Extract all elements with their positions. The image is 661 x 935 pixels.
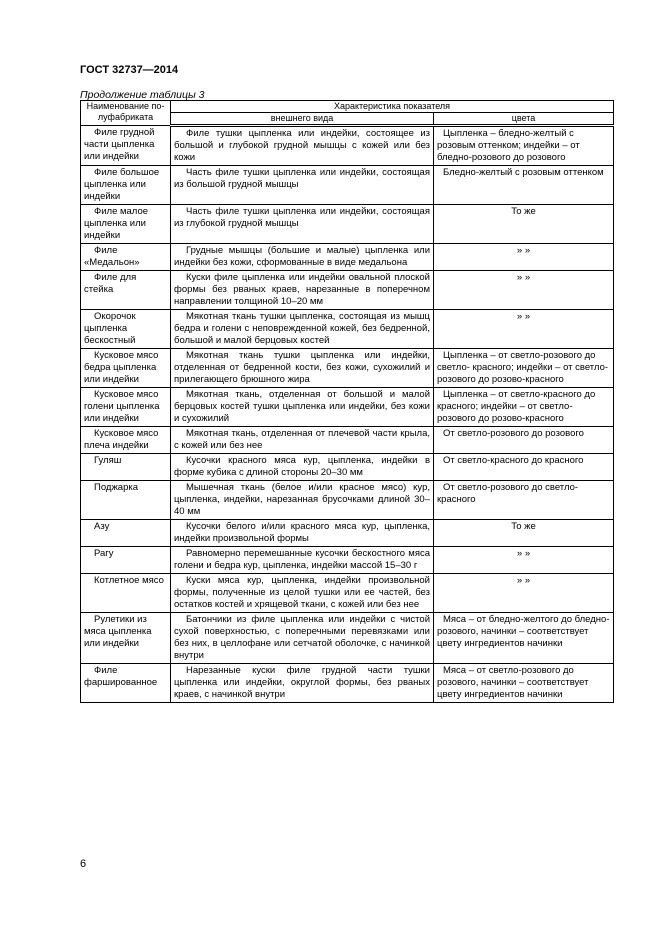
column-header-name: Наименование по- луфабриката xyxy=(81,101,171,126)
color-cell: » » xyxy=(434,271,614,310)
color-cell: Бледно-желтый с розовым оттенком xyxy=(434,166,614,205)
table-row xyxy=(81,310,614,349)
appearance-cell: Куски филе цыпленка или индейки овальной плоской формы без рваных краев, нарезанные в поперечном направлении толщиной 10–20 мм xyxy=(171,271,434,310)
product-name-cell: Окорочок цыпленка бескостный xyxy=(81,310,171,349)
table-caption: Продолжение таблицы 3 xyxy=(80,89,205,101)
product-name-cell: Поджарка xyxy=(81,481,171,520)
table-row xyxy=(81,520,614,547)
appearance-cell: Куски мяса кур, цыпленка, индейки произвольной формы, полученные из целой тушки или ее частей, без остатков костей и хрящевой ткани, с кожей или без нее xyxy=(171,574,434,613)
standard-header: ГОСТ 32737—2014 xyxy=(80,64,179,76)
product-name-cell: Азу xyxy=(81,520,171,547)
product-name-cell: Кусковое мясо бедра цыпленка или индейки xyxy=(81,349,171,388)
product-name-cell: Филе фаршированное xyxy=(81,664,171,703)
table-row xyxy=(81,349,614,388)
color-cell: Мяса – от светло-розового до розового, начинки – соответствует цвету ингредиентов начинки xyxy=(434,664,614,703)
color-cell: От светло-красного до красного xyxy=(434,454,614,481)
table-row xyxy=(81,547,614,574)
product-name-cell: Кусковое мясо плеча индейки xyxy=(81,427,171,454)
color-cell: От светло-розового до светло-красного xyxy=(434,481,614,520)
column-header-appearance: внешнего вида xyxy=(171,113,434,126)
product-name-cell: Филе большое цыпленка или индейки xyxy=(81,166,171,205)
appearance-cell: Мякотная ткань тушки цыпленка или индейки, отделенная от бедренной кости, без кожи, сухожилий и прилегающего брюшного жира xyxy=(171,349,434,388)
appearance-cell: Кусочки белого и/или красного мяса кур, цыпленка, индейки произвольной формы xyxy=(171,520,434,547)
color-cell: » » xyxy=(434,574,614,613)
color-cell: » » xyxy=(434,244,614,271)
table-row xyxy=(81,481,614,520)
color-cell: То же xyxy=(434,520,614,547)
appearance-cell: Часть филе тушки цыпленка или индейки, состоящая из большой грудной мышцы xyxy=(171,166,434,205)
product-name-cell: Рулетики из мяса цыпленка или индейки xyxy=(81,613,171,664)
table-row xyxy=(81,271,614,310)
appearance-cell: Мякотная ткань тушки цыпленка, состоящая из мышц бедра и голени с неповрежденной кожей, без бедренной, большой и малой берцовых костей xyxy=(171,310,434,349)
color-cell: От светло-розового до розового xyxy=(434,427,614,454)
product-name-cell: Филе для стейка xyxy=(81,271,171,310)
column-header-color: цвета xyxy=(434,113,614,126)
table-row xyxy=(81,388,614,427)
color-cell: Цыпленка – от светло-розового до светло- красного; индейки – от светло-розового до розово-красного xyxy=(434,349,614,388)
appearance-cell: Грудные мышцы (большие и малые) цыпленка или индейки без кожи, сформованные в виде медальона xyxy=(171,244,434,271)
table-body xyxy=(81,126,614,703)
color-cell: Цыпленка – бледно-желтый с розовым оттенком; индейки – от бледно-розового до розового xyxy=(434,126,614,166)
table-row xyxy=(81,613,614,664)
column-header-group: Характеристика показателя xyxy=(171,101,614,113)
table-row xyxy=(81,126,614,166)
table-row xyxy=(81,574,614,613)
product-name-cell: Кусковое мясо голени цыпленка или индейки xyxy=(81,388,171,427)
product-name-cell: Филе «Медальон» xyxy=(81,244,171,271)
color-cell: Мяса – от бледно-желтого до бледно- розового, начинки – соответствует цвету ингредиентов начинки xyxy=(434,613,614,664)
table-row xyxy=(81,166,614,205)
appearance-cell: Часть филе тушки цыпленка или индейки, состоящая из глубокой грудной мышцы xyxy=(171,205,434,244)
table-row xyxy=(81,205,614,244)
appearance-cell: Мякотная ткань, отделенная от плечевой части крыла, с кожей или без нее xyxy=(171,427,434,454)
appearance-cell: Мышечная ткань (белое и/или красное мясо) кур, цыпленка, индейки, нарезанная брусочками длиной 30–40 мм xyxy=(171,481,434,520)
page-number: 6 xyxy=(80,858,87,870)
table-row xyxy=(81,427,614,454)
product-name-cell: Рагу xyxy=(81,547,171,574)
product-name-cell: Котлетное мясо xyxy=(81,574,171,613)
appearance-cell: Нарезанные куски филе грудной части тушки цыпленка или индейки, округлой формы, без рваных краев, с начинкой внутри xyxy=(171,664,434,703)
appearance-cell: Мякотная ткань, отделенная от большой и малой берцовых костей тушки цыпленка или индейки, без кожи и сухожилий xyxy=(171,388,434,427)
appearance-cell: Кусочки красного мяса кур, цыпленка, индейки в форме кубика с длиной стороны 20–30 мм xyxy=(171,454,434,481)
table-row xyxy=(81,454,614,481)
appearance-cell: Равномерно перемешанные кусочки бескостного мяса голени и бедра кур, цыпленка, индейки массой 15–30 г xyxy=(171,547,434,574)
color-cell: То же xyxy=(434,205,614,244)
table-row xyxy=(81,664,614,703)
color-cell: » » xyxy=(434,310,614,349)
color-cell: » » xyxy=(434,547,614,574)
appearance-cell: Филе тушки цыпленка или индейки, состоящее из большой и глубокой грудной мышцы с кожей или без кожи xyxy=(171,126,434,166)
appearance-cell: Батончики из филе цыпленка или индейки с чистой сухой поверхностью, с поперечными перевязками или без них, в целлофане или сетчатой оболочке, с начинкой внутри xyxy=(171,613,434,664)
characteristics-table xyxy=(80,100,614,703)
product-name-cell: Филе грудной части цыпленка или индейки xyxy=(81,126,171,166)
table-row xyxy=(81,244,614,271)
product-name-cell: Гуляш xyxy=(81,454,171,481)
product-name-cell: Филе малое цыпленка или индейки xyxy=(81,205,171,244)
color-cell: Цыпленка – от светло-красного до красного; индейки – от светло-розового до розово-красного xyxy=(434,388,614,427)
